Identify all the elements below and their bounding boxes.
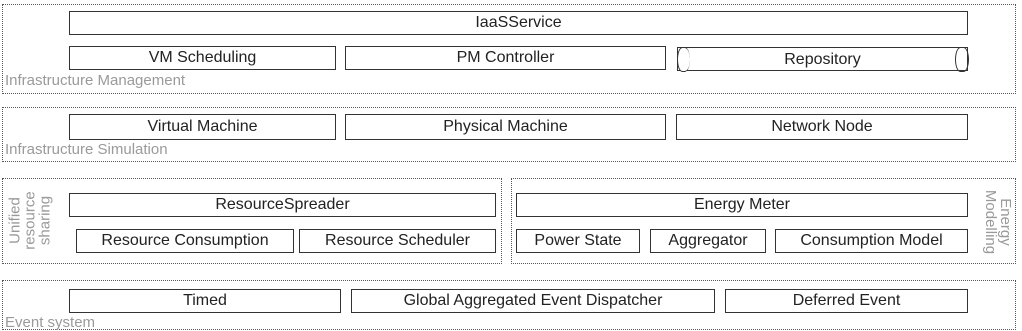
energy-modelling-label: Energy Modelling [982, 189, 1014, 255]
energy-meter-box [516, 193, 968, 217]
timed-label: Timed [183, 292, 227, 309]
unified-resource-sharing-label: Unified resource sharing [6, 191, 54, 250]
vm-scheduling-box [69, 46, 336, 70]
event-dispatcher-box [351, 289, 715, 313]
iaas-service-label: IaaSService [475, 14, 562, 31]
event-system-label: Event system [5, 314, 96, 331]
network-node-box [676, 114, 968, 140]
resource-scheduler-box [299, 229, 496, 253]
physical-machine-box [345, 114, 666, 140]
infrastructure-management-label: Infrastructure Management [5, 72, 186, 89]
repository-label: Repository [784, 51, 861, 68]
event-dispatcher-label: Global Aggregated Event Dispatcher [403, 292, 663, 309]
physical-machine-label: Physical Machine [443, 118, 568, 135]
energy-meter-label: Energy Meter [693, 196, 791, 213]
virtual-machine-label: Virtual Machine [147, 118, 258, 135]
power-state-label: Power State [534, 232, 622, 249]
vm-scheduling-label: VM Scheduling [148, 49, 257, 66]
deferred-event-box [725, 289, 968, 313]
virtual-machine-box [69, 114, 336, 140]
aggregator-label: Aggregator [668, 232, 748, 249]
pm-controller-box [345, 46, 666, 70]
network-node-label: Network Node [771, 118, 873, 135]
resource-consumption-box [76, 229, 294, 253]
timed-box [69, 289, 341, 313]
infrastructure-simulation-label: Infrastructure Simulation [5, 141, 168, 158]
aggregator-box [650, 229, 766, 253]
consumption-model-label: Consumption Model [800, 232, 943, 249]
pm-controller-label: PM Controller [456, 49, 555, 66]
resource-consumption-label: Resource Consumption [101, 232, 269, 249]
consumption-model-box [775, 229, 968, 253]
resource-spreader-box [69, 193, 496, 217]
repository-cylinder [677, 47, 968, 71]
resource-spreader-label: ResourceSpreader [215, 196, 350, 213]
deferred-event-label: Deferred Event [792, 292, 901, 309]
resource-scheduler-label: Resource Scheduler [325, 232, 470, 249]
iaas-service-box [69, 11, 968, 35]
power-state-box [516, 229, 640, 253]
